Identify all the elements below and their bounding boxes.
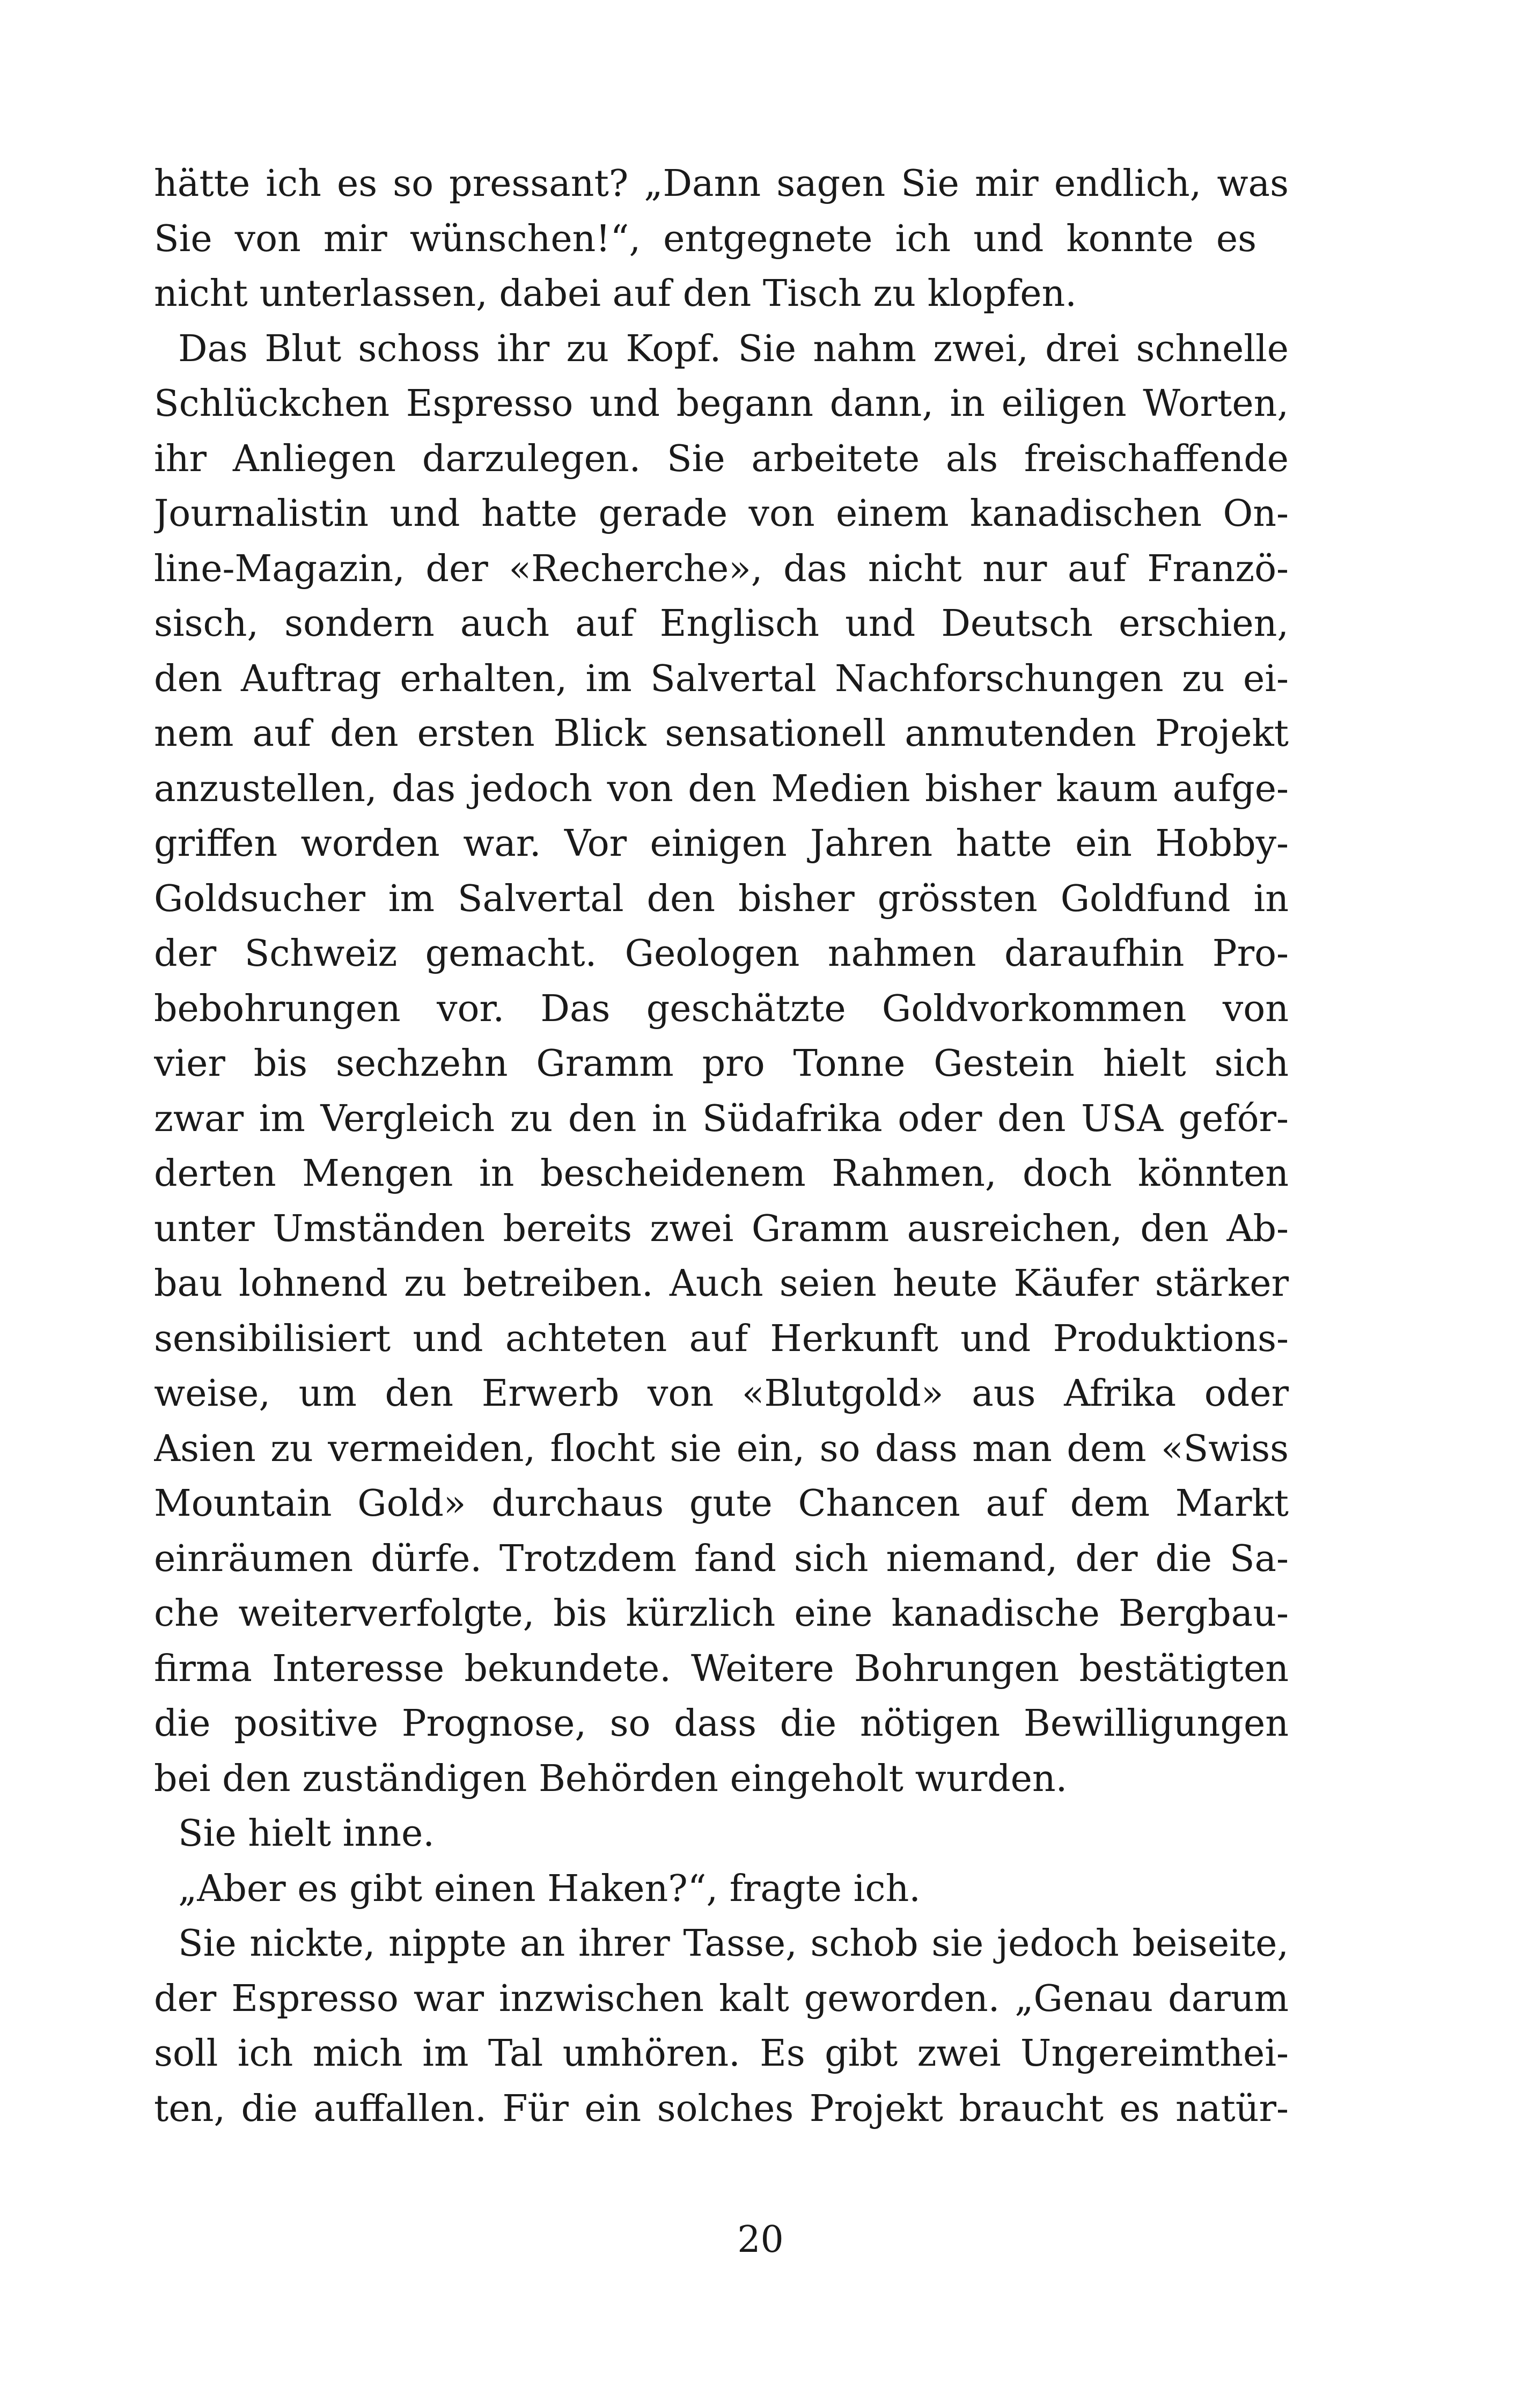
text-line: ihr Anliegen darzulegen. Sie arbeitete als freischaffende (154, 437, 1289, 480)
text-line: die positive Prognose, so dass die nötigen Bewilligungen (154, 1702, 1289, 1745)
text-line: weise, um den Erwerb von «Blutgold» aus Afrika oder (154, 1372, 1289, 1415)
text-line: anzustellen, das jedoch von den Medien bisher kaum aufge- (154, 767, 1289, 810)
paragraph-start-line: Sie hielt inne. (178, 1812, 435, 1855)
text-line: derten Mengen in bescheidenem Rahmen, doch könnten (154, 1152, 1289, 1195)
text-line: unter Umständen bereits zwei Gramm ausreichen, den Ab- (154, 1207, 1289, 1250)
text-line: sensibilisiert und achteten auf Herkunft und Produktions- (154, 1317, 1289, 1360)
paragraph-start-line: Das Blut schoss ihr zu Kopf. Sie nahm zwei, drei schnelle (178, 327, 1289, 370)
text-line: nem auf den ersten Blick sensationell anmutenden Projekt (154, 713, 1289, 755)
text-line: hätte ich es so pressant? „Dann sagen Sie mir endlich, was (154, 163, 1289, 205)
text-line: der Schweiz gemacht. Geologen nahmen daraufhin Pro- (154, 933, 1289, 975)
text-line: Mountain Gold» durchaus gute Chancen auf dem Markt (154, 1482, 1289, 1525)
paragraph-start-line: Sie nickte, nippte an ihrer Tasse, schob sie jedoch beiseite, (178, 1922, 1289, 1965)
text-line: Schlückchen Espresso und begann dann, in eiligen Worten, (154, 383, 1289, 425)
text-line: einräumen dürfe. Trotzdem fand sich niemand, der die Sa- (154, 1537, 1289, 1580)
text-line: Goldsucher im Salvertal den bisher grössten Goldfund in (154, 877, 1289, 920)
text-line: bei den zuständigen Behörden eingeholt wurden. (154, 1757, 1068, 1800)
text-line: ten, die auffallen. Für ein solches Projekt braucht es natür- (154, 2087, 1289, 2130)
text-line: den Auftrag erhalten, im Salvertal Nachforschungen zu ei- (154, 657, 1289, 700)
text-line: Asien zu vermeiden, flocht sie ein, so dass man dem «Swiss (154, 1427, 1289, 1470)
text-line: soll ich mich im Tal umhören. Es gibt zwei Ungereimthei- (154, 2032, 1289, 2075)
text-line: Sie von mir wünschen!“, entgegnete ich und konnte es (154, 217, 1257, 260)
text-line: line-Magazin, der «Recherche», das nicht nur auf Franzö- (154, 547, 1289, 590)
text-line: zwar im Vergleich zu den in Südafrika oder den USA gefór- (154, 1097, 1289, 1140)
body-text (154, 157, 1289, 2137)
text-line: der Espresso war inzwischen kalt geworden. „Genau darum (154, 1977, 1289, 2020)
text-line: sisch, sondern auch auf Englisch und Deutsch erschien, (154, 603, 1289, 645)
text-line: griffen worden war. Vor einigen Jahren hatte ein Hobby- (154, 823, 1289, 865)
text-line: bebohrungen vor. Das geschätzte Goldvorkommen von (154, 987, 1289, 1030)
text-line: vier bis sechzehn Gramm pro Tonne Gestein hielt sich (154, 1043, 1289, 1085)
text-line: che weiterverfolgte, bis kürzlich eine kanadische Bergbau- (154, 1592, 1289, 1635)
text-line: firma Interesse bekundete. Weitere Bohrungen bestätigten (154, 1647, 1289, 1690)
paragraph-start-line: „Aber es gibt einen Haken?“, fragte ich. (178, 1867, 921, 1910)
text-line: nicht unterlassen, dabei auf den Tisch zu klopfen. (154, 273, 1077, 315)
text-line: bau lohnend zu betreiben. Auch seien heute Käufer stärker (154, 1262, 1289, 1305)
text-line: Journalistin und hatte gerade von einem kanadischen On- (154, 493, 1289, 535)
page-number: 20 (737, 2219, 784, 2261)
